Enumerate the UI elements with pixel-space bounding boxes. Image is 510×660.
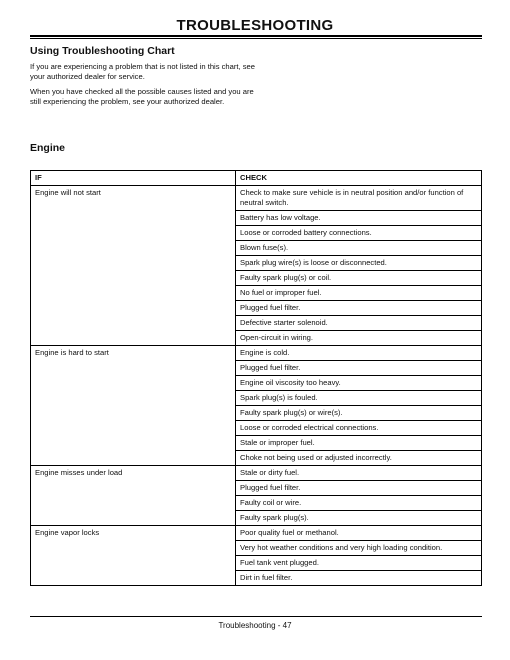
check-item: Loose or corroded battery connections. bbox=[236, 225, 481, 240]
table-row bbox=[31, 346, 482, 466]
intro-paragraph-1: If you are experiencing a problem that is not listed in this chart, see your authorized dealer for service. bbox=[30, 62, 255, 81]
check-cell bbox=[236, 466, 482, 526]
check-item: Dirt in fuel filter. bbox=[236, 570, 481, 585]
check-item: Spark plug(s) is fouled. bbox=[236, 390, 481, 405]
check-cell bbox=[236, 346, 482, 466]
check-item: Defective starter solenoid. bbox=[236, 315, 481, 330]
check-item: Battery has low voltage. bbox=[236, 210, 481, 225]
column-header-check: CHECK bbox=[236, 171, 482, 186]
check-item: Faulty spark plug(s). bbox=[236, 510, 481, 525]
check-item: Blown fuse(s). bbox=[236, 240, 481, 255]
check-item: Engine oil viscosity too heavy. bbox=[236, 375, 481, 390]
check-item: Plugged fuel filter. bbox=[236, 360, 481, 375]
table-row bbox=[31, 186, 482, 346]
check-item: Spark plug wire(s) is loose or disconnected. bbox=[236, 255, 481, 270]
using-chart-heading: Using Troubleshooting Chart bbox=[30, 45, 175, 57]
check-item: Poor quality fuel or methanol. bbox=[240, 528, 339, 537]
problem-cell: Engine misses under load bbox=[31, 466, 236, 526]
check-item: Very hot weather conditions and very high loading condition. bbox=[236, 540, 481, 555]
footer-rule bbox=[30, 616, 482, 617]
check-item: Faulty coil or wire. bbox=[236, 495, 481, 510]
table-row bbox=[31, 466, 482, 526]
table-row bbox=[31, 526, 482, 586]
header-rule bbox=[30, 35, 482, 37]
page-footer: Troubleshooting - 47 bbox=[218, 621, 292, 630]
problem-cell: Engine is hard to start bbox=[31, 346, 236, 466]
check-item: No fuel or improper fuel. bbox=[236, 285, 481, 300]
check-item: Faulty spark plug(s) or coil. bbox=[236, 270, 481, 285]
check-item: Loose or corroded electrical connections. bbox=[236, 420, 481, 435]
check-item: Faulty spark plug(s) or wire(s). bbox=[236, 405, 481, 420]
page-title: TROUBLESHOOTING bbox=[176, 17, 334, 34]
table-header-row bbox=[31, 171, 482, 186]
troubleshooting-table bbox=[30, 170, 482, 586]
column-header-if: IF bbox=[31, 171, 236, 186]
check-item: Check to make sure vehicle is in neutral position and/or function of neutral switch. bbox=[240, 188, 464, 207]
check-item: Stale or dirty fuel. bbox=[240, 468, 300, 477]
check-item: Stale or improper fuel. bbox=[236, 435, 481, 450]
check-item: Engine is cold. bbox=[240, 348, 290, 357]
check-item: Choke not being used or adjusted incorrectly. bbox=[236, 450, 481, 465]
header-rule-thin bbox=[30, 38, 482, 39]
check-cell bbox=[236, 186, 482, 346]
check-item: Fuel tank vent plugged. bbox=[236, 555, 481, 570]
intro-paragraph-2: When you have checked all the possible causes listed and you are still experiencing the problem, see your authorized dealer. bbox=[30, 87, 254, 106]
problem-cell: Engine vapor locks bbox=[31, 526, 236, 586]
check-item: Open-circuit in wiring. bbox=[236, 330, 481, 345]
check-item: Plugged fuel filter. bbox=[236, 480, 481, 495]
check-cell bbox=[236, 526, 482, 586]
problem-cell: Engine will not start bbox=[31, 186, 236, 346]
check-item: Plugged fuel filter. bbox=[236, 300, 481, 315]
engine-heading: Engine bbox=[30, 142, 66, 154]
